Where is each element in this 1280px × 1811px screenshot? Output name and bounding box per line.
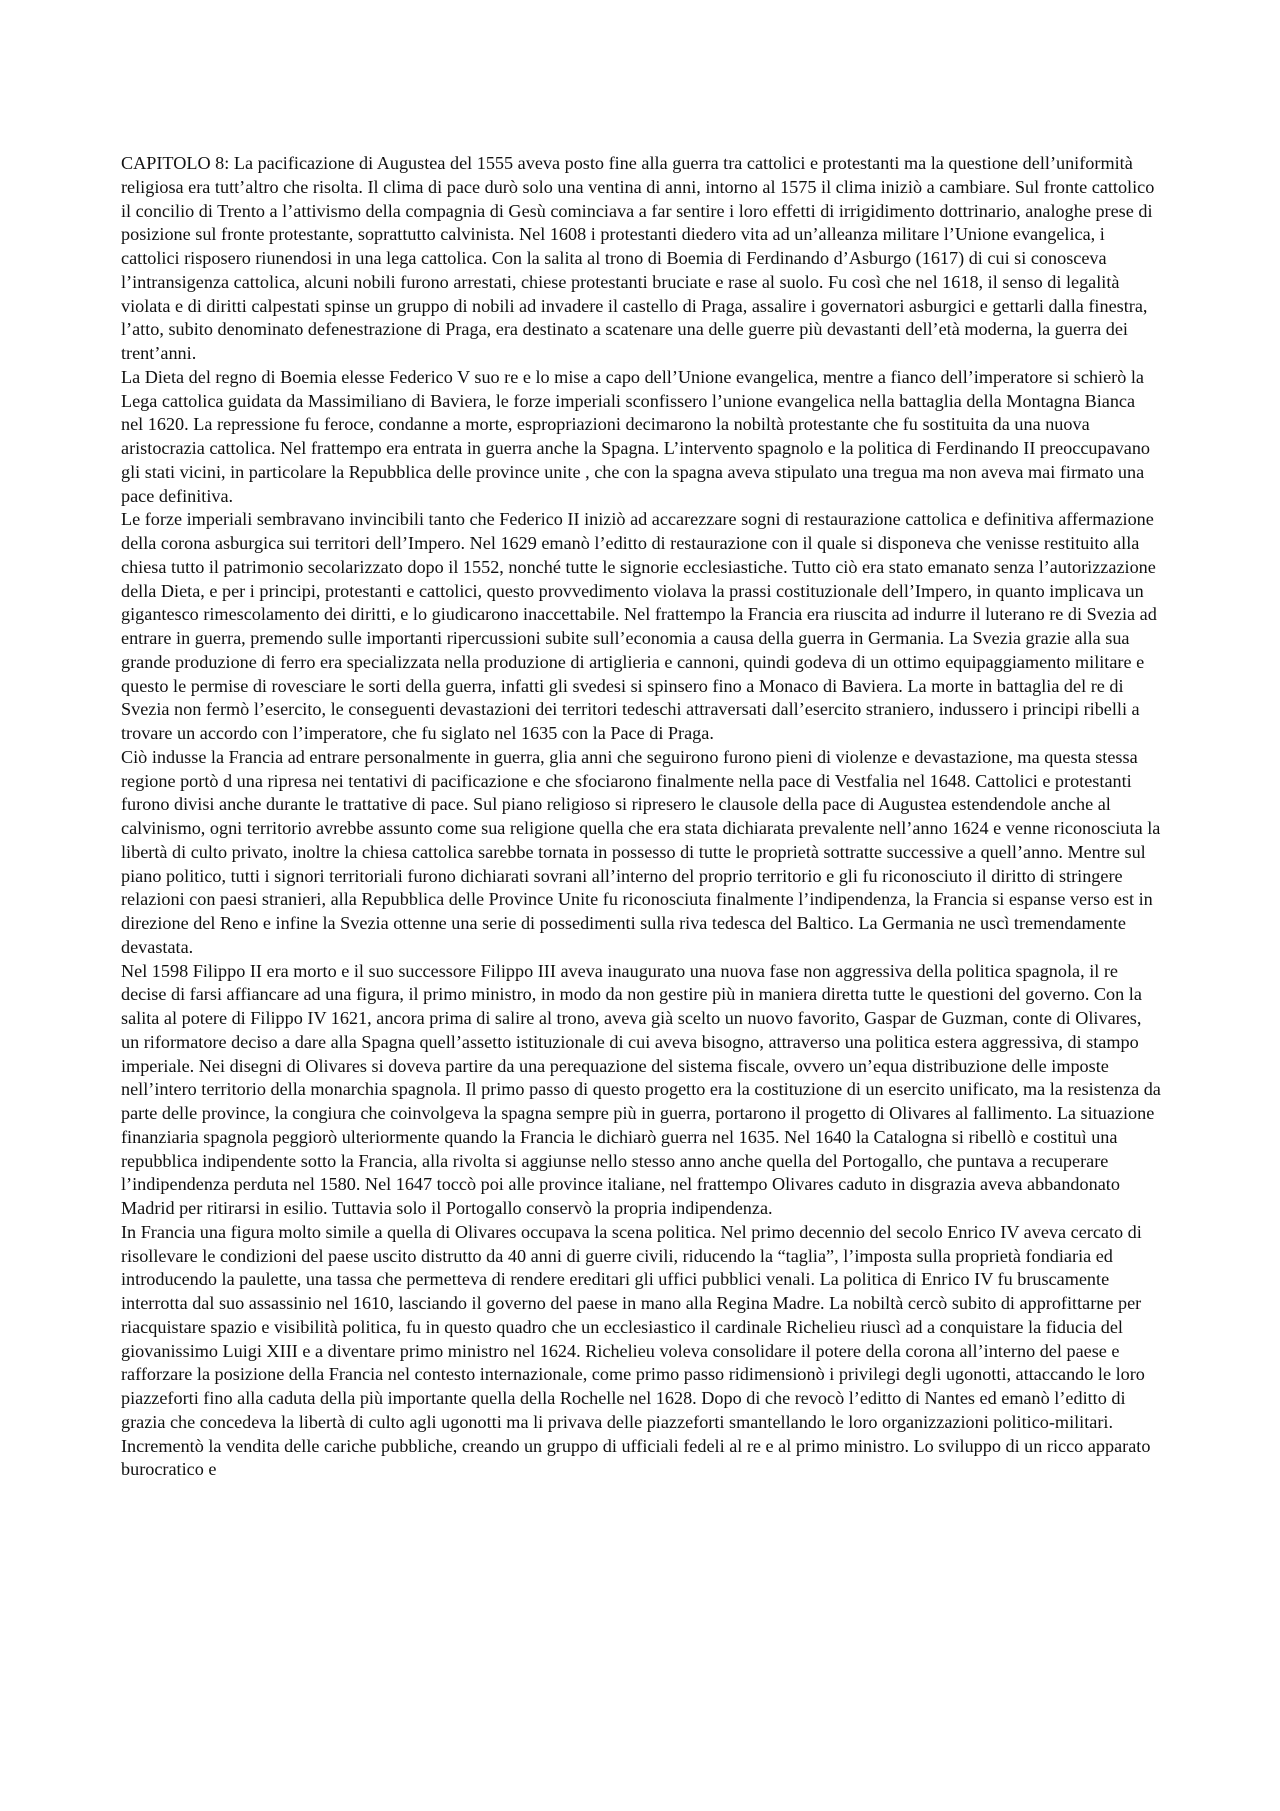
paragraph-chapter-8-intro: CAPITOLO 8: La pacificazione di Augustea del 1555 aveva posto fine alla guerra tra cattolici e protestanti ma la questione dell’uniformità religiosa era tutt’altro che risolta. Il clima di pace durò solo una ventina di anni, intorno al 1575 il clima iniziò a cambiare. Sul fronte cattolico il concilio di Trento a l’attivismo della compagnia di Gesù cominciava a far sentire i loro effetti di irrigidimento dottrinario, analoghe prese di posizione sul fronte protestante, soprattutto calvinista. Nel 1608 i protestanti diedero vita ad un’alleanza militare l’Unione evangelica, i cattolici risposero riunendosi in una lega cattolica. Con la salita al trono di Boemia di Ferdinando d’Asburgo (1617) di cui si conosceva l’intransigenza cattolica, alcuni nobili furono arrestati, chiese protestanti bruciate e rase al suolo. Fu così che nel 1618, il senso di legalità violata e di diritti calpestati spinse un gruppo di nobili ad invadere il castello di Praga, assalire i governatori asburgici e gettarli dalla finestra, l’atto, subito denominato defenestrazione di Praga, era destinato a scatenare una delle guerre più devastanti dell’età moderna, la guerra dei trent’anni. [121,153,1155,363]
paragraph-francia-richelieu: In Francia una figura molto simile a quella di Olivares occupava la scena politica. Nel primo decennio del secolo Enrico IV aveva cercato di risollevare le condizioni del paese uscito distrutto da 40 anni di guerre civili, riducendo la “taglia”, l’imposta sulla proprietà fondiaria ed introducendo la paulette, una tassa che permetteva di rendere ereditari gli uffici pubblici venali. La politica di Enrico IV fu bruscamente interrotta dal suo assassinio nel 1610, lasciando il governo del paese in mano alla Regina Madre. La nobiltà cercò subito di approfittarne per riacquistare spazio e visibilità politica, fu in questo quadro che un ecclesiastico il cardinale Richelieu riuscì ad a conquistare la fiducia del giovanissimo Luigi XIII e a diventare primo ministro nel 1624. Richelieu voleva consolidare il potere della corona all’interno del paese e rafforzare la posizione della Francia nel contesto internazionale, come primo passo ridimensionò i privilegi degli ugonotti, attaccando le loro piazzeforti fino alla caduta della più importante quella della Rochelle nel 1628. Dopo di che revocò l’editto di Nantes ed emanò l’editto di grazia che concedeva la libertà di culto agli ugonotti ma li privava delle piazzeforti smantellando le loro organizzazioni politico-militari. Incrementò la vendita delle cariche pubbliche, creando un gruppo di ufficiali fedeli al re e al primo ministro. Lo sviluppo di un ricco apparato burocratico e [121,1221,1151,1480]
document-page [121,152,1161,1482]
paragraph-forze-imperiali: Le forze imperiali sembravano invincibili tanto che Federico II iniziò ad accarezzare sogni di restaurazione cattolica e definitiva affermazione della corona asburgica sui territori dell’Impero. Nel 1629 emanò l’editto di restaurazione con il quale si disponeva che venisse restituito alla chiesa tutto il patrimonio secolarizzato dopo il 1552, nonché tutte le signorie ecclesiastiche. Tutto ciò era stato emanato senza l’autorizzazione della Dieta, e per i principi, protestanti e cattolici, questo provvedimento violava la prassi costituzionale dell’Impero, in quanto implicava un gigantesco rimescolamento dei diritti, e lo giudicarono inaccettabile. Nel frattempo la Francia era riuscita ad indurre il luterano re di Svezia ad entrare in guerra, premendo sulle importanti ripercussioni subite sull’economia a causa della guerra in Germania. La Svezia grazie alla sua grande produzione di ferro era specializzata nella produzione di artiglieria e cannoni, quindi godeva di un ottimo equipaggiamento militare e questo le permise di rovesciare le sorti della guerra, infatti gli svedesi si spinsero fino a Monaco di Baviera. La morte in battaglia del re di Svezia non fermò l’esercito, le conseguenti devastazioni dei territori tedeschi attraversati dall’esercito straniero, indussero i principi ribelli a trovare un accordo con l’imperatore, che fu siglato nel 1635 con la Pace di Praga. [121,509,1157,743]
paragraph-pace-vestfalia: Ciò indusse la Francia ad entrare personalmente in guerra, glia anni che seguirono furono pieni di violenze e devastazione, ma questa stessa regione portò d una ripresa nei tentativi di pacificazione e che sfociarono finalmente nella pace di Vestfalia nel 1648. Cattolici e protestanti furono divisi anche durante le trattative di pace. Sul piano religioso si ripresero le clausole della pace di Augustea estendendole anche al calvinismo, ogni territorio avrebbe assunto come sua religione quella che era stata dichiarata prevalente nell’anno 1624 e venne riconosciuta la libertà di culto privato, inoltre la chiesa cattolica sarebbe tornata in possesso di tutte le proprietà sottratte successive a quell’anno. Mentre sul piano politico, tutti i signori territoriali furono dichiarati sovrani all’interno del proprio territorio e gli fu riconosciuto il diritto di stringere relazioni con paesi stranieri, alla Repubblica delle Province Unite fu riconosciuta finalmente l’indipendenza, la Francia si espanse verso est in direzione del Reno e infine la Svezia ottenne una serie di possedimenti sulla riva tedesca del Baltico. La Germania ne uscì tremendamente devastata. [121,746,1161,957]
paragraph-spagna-olivares: Nel 1598 Filippo II era morto e il suo successore Filippo III aveva inaugurato una nuova fase non aggressiva della politica spagnola, il re decise di farsi affiancare ad una figura, il primo ministro, in modo da non gestire più in maniera diretta tutte le questioni del governo. Con la salita al potere di Filippo IV 1621, ancora prima di salire al trono, aveva già scelto un nuovo favorito, Gaspar de Guzman, conte di Olivares, un riformatore deciso a dare alla Spagna quell’assetto istituzionale di cui aveva bisogno, attraverso una politica estera aggressiva, di stampo imperiale. Nei disegni di Olivares si doveva partire da una perequazione del sistema fiscale, ovvero un’equa distribuzione delle imposte nell’intero territorio della monarchia spagnola. Il primo passo di questo progetto era la costituzione di un esercito unificato, ma la resistenza da parte delle province, la congiura che coinvolgeva la spagna sempre più in guerra, portarono il progetto di Olivares al fallimento. La situazione finanziaria spagnola peggiorò ulteriormente quando la Francia le dichiarò guerra nel 1635. Nel 1640 la Catalogna si ribellò e costituì una repubblica indipendente sotto la Francia, alla rivolta si aggiunse nello stesso anno anche quella del Portogallo, che puntava a recuperare l’indipendenza perduta nel 1580. Nel 1647 toccò poi alle province italiane, nel frattempo Olivares caduto in disgrazia aveva abbandonato Madrid per ritirarsi in esilio. Tuttavia solo il Portogallo conservò la propria indipendenza. [121,960,1161,1218]
paragraph-boemia-dieta: La Dieta del regno di Boemia elesse Federico V suo re e lo mise a capo dell’Unione evangelica, mentre a fianco dell’imperatore si schierò la Lega cattolica guidata da Massimiliano di Baviera, le forze imperiali sconfissero l’unione evangelica nella battaglia della Montagna Bianca nel 1620. La repressione fu feroce, condanne a morte, espropriazioni decimarono la nobiltà protestante che fu sostituita da una nuova aristocrazia cattolica. Nel frattempo era entrata in guerra anche la Spagna. L’intervento spagnolo e la politica di Ferdinando II preoccupavano gli stati vicini, in particolare la Repubblica delle province unite , che con la spagna aveva stipulato una tregua ma non aveva mai firmato una pace definitiva. [121,366,1151,506]
